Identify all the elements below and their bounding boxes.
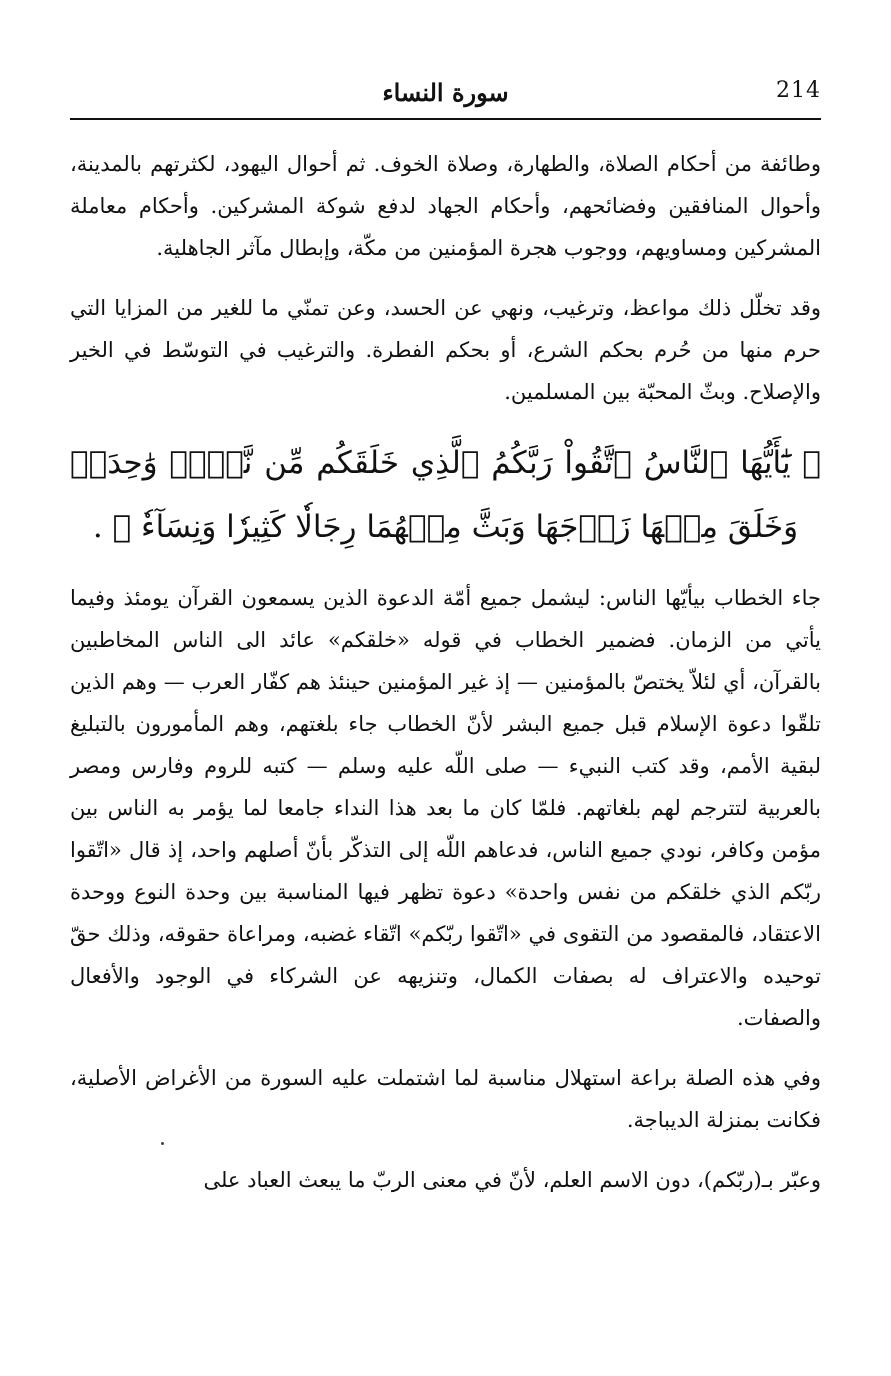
page-header: [70, 72, 821, 114]
commentary-paragraph: وفي هذه الصلة براعة استهلال مناسبة لما اشتملت عليه السورة من الأغراض الأصلية، فكانت بمنزلة الديباجة.: [70, 1066, 821, 1132]
commentary-paragraph: وعبّر بـ(ربّكم)، دون الاسم العلم، لأنّ في معنى الربّ ما يبعث العباد على: [203, 1168, 821, 1192]
print-speck: [161, 1142, 164, 1145]
quran-verse: ﴿ يَٰٓأَيُّهَا ٱلنَّاسُ ٱتَّقُواْ رَبَّكُمُ ٱلَّذِي خَلَقَكُم مِّن نَّفۡسٖ وَٰحِدَةٖ وَخَلَقَ مِنۡهَا زَوۡجَهَا وَبَثَّ مِنۡهُمَا رِجَالٗا كَثِيرٗا وَنِسَآءٗ ﴾ .: [70, 445, 821, 545]
surah-title: سورة النساء: [382, 78, 509, 107]
header-rule: [70, 118, 821, 120]
paragraph: وطائفة من أحكام الصلاة، والطهارة، وصلاة الخوف. ثم أحوال اليهود، لكثرتهم بالمدينة، وأحوال المنافقين وفضائحهم، وأحكام الجهاد لدفع شوكة المشركين. وأحكام معاملة المشركين ومساويهم، ووجوب هجرة المؤمنين من مكّة، وإبطال مآثر الجاهلية.: [70, 152, 821, 260]
page-body: [70, 143, 821, 1219]
commentary-paragraph: جاء الخطاب بيأيّها الناس: ليشمل جميع أمّة الدعوة الذين يسمعون القرآن يومئذ وفيما يأتي من الزمان. فضمير الخطاب في قوله «خلقكم» عائد الى الناس المخاطبين بالقرآن، أي لئلاّ يختصّ بالمؤمنين — إذ غير المؤمنين حينئذ هم كفّار العرب — وهم الذين تلقّوا دعوة الإسلام قبل جميع البشر لأنّ الخطاب جاء بلغتهم، وهم المأمورون بالتبليغ لبقية الأمم، وقد كتب النبيء — صلى اللّه عليه وسلم — كتبه للروم وفارس ومصر بالعربية لتترجم لهم بلغاتهم. فلمّا كان ما بعد هذا النداء جامعا لما يؤمر به الناس بين مؤمن وكافر، نودي جميع الناس، فدعاهم اللّه إلى التذكّر بأنّ أصلهم واحد، إذ قال «اتّقوا ربّكم الذي خلقكم من نفس واحدة» دعوة تظهر فيها المناسبة بين وحدة النوع ووحدة الاعتقاد، فالمقصود من التقوى في «اتّقوا ربّكم» اتّقاء غضبه، ومراعاة حقوقه، وذلك حقّ توحيده والاعتراف له بصفات الكمال، وتنزيهه عن الشركاء في الوجود والأفعال والصفات.: [70, 586, 821, 1030]
page-number: 214: [776, 78, 821, 103]
paragraph: وقد تخلّل ذلك مواعظ، وترغيب، ونهي عن الحسد، وعن تمنّي ما للغير من المزايا التي حرم منها من حُرم بحكم الشرع، أو بحكم الفطرة. والترغيب في التوسّط في الخير والإصلاح. وبثّ المحبّة بين المسلمين.: [70, 296, 821, 404]
